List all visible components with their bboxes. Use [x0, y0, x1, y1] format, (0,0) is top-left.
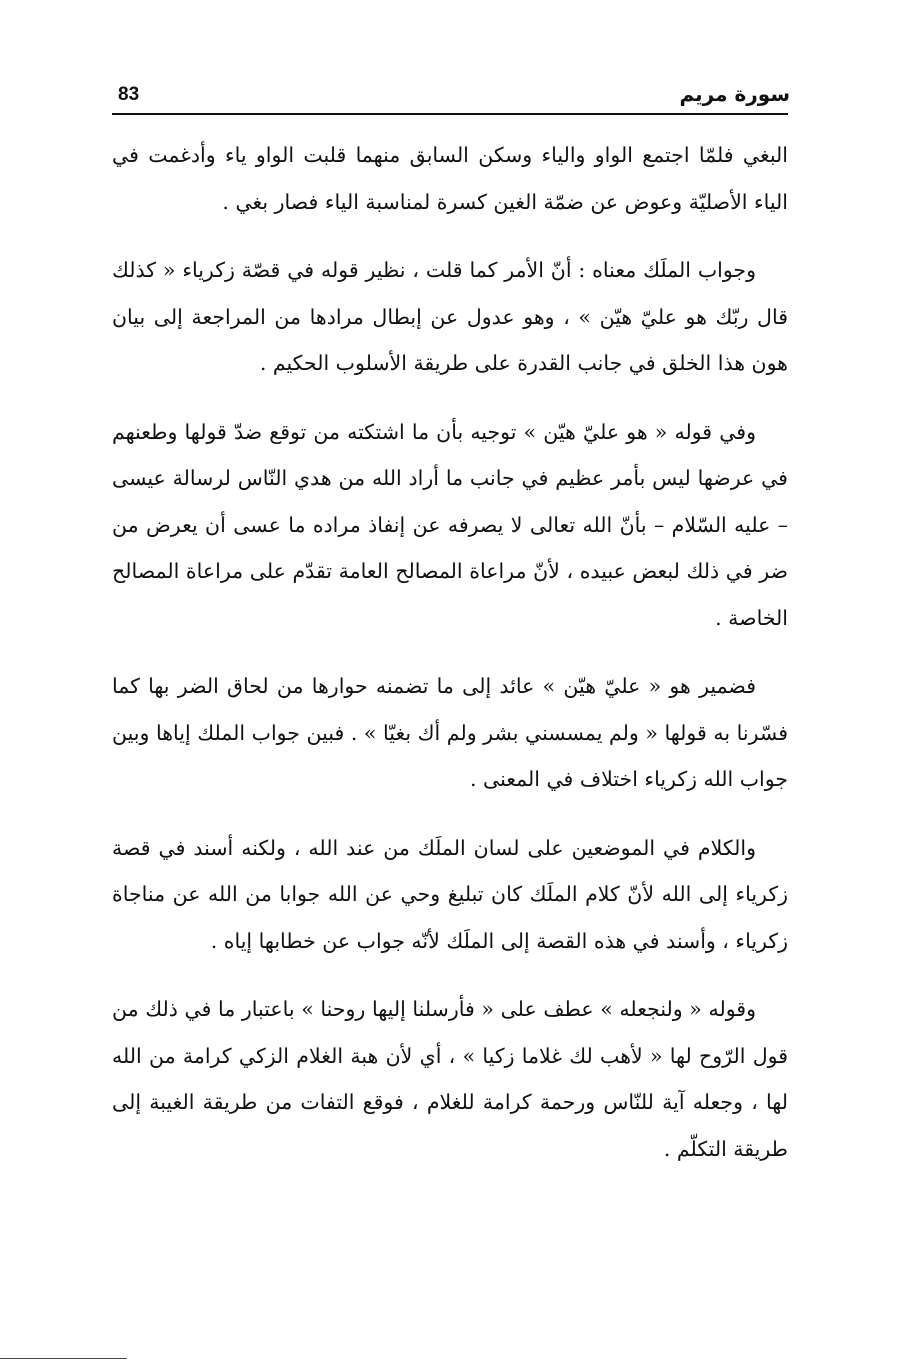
- page-header: [112, 78, 790, 114]
- paragraph: والكلام في الموضعين على لسان الملَك من عند الله ، ولكنه أسند في قصة زكرياء إلى الله لأنّ كلام الملَك كان تبليغ وحي عن الله جوابا من الله عن مناجاة زكرياء ، وأسند في هذه القصة إلى الملَك لأنّه جواب عن خطابها إياه .: [112, 835, 788, 953]
- header-rule: [112, 113, 788, 115]
- body-text: [112, 132, 788, 1194]
- footer-rule: [0, 1358, 127, 1359]
- page-number: 83: [118, 84, 140, 105]
- paragraph: فضمير هو « عليّ هيّن » عائد إلى ما تضمنه حوارها من لحاق الضر بها كما فسّرنا به قولها « ولم يمسسني بشر ولم أك بغيّا » . فبين جواب الملك إياها وبين جواب الله زكرياء اختلاف في المعنى .: [112, 674, 788, 791]
- paragraph: البغي فلمّا اجتمع الواو والياء وسكن السابق منهما قلبت الواو ياء وأدغمت في الياء الأصليّة وعوض عن ضمّة الغين كسرة لمناسبة الياء فصار بغي .: [112, 143, 788, 214]
- paragraph: وفي قوله « هو عليّ هيّن » توجيه بأن ما اشتكته من توقع ضدّ قولها وطعنهم في عرضها ليس بأمر عظيم في جانب ما أراد الله من هدي النّاس لرسالة عيسى – عليه السّلام – بأنّ الله تعالى لا يصرفه عن إنفاذ مراده ما عسى أن يعرض من ضر في ذلك لبعض عبيده ، لأنّ مراعاة المصالح العامة تقدّم على مراعاة المصالح الخاصة .: [112, 419, 788, 630]
- running-title: سورة مريم: [679, 82, 790, 106]
- paragraph: وجواب الملَك معناه : أنّ الأمر كما قلت ، نظير قوله في قصّة زكرياء « كذلك قال ربّك هو عليّ هيّن » ، وهو عدول عن إبطال مرادها من المراجعة إلى بيان هون هذا الخلق في جانب القدرة على طريقة الأسلوب الحكيم .: [112, 258, 788, 375]
- paragraph: وقوله « ولنجعله » عطف على « فأرسلنا إليها روحنا » باعتبار ما في ذلك من قول الرّوح لها « لأهب لك غلاما زكيا » ، أي لأن هبة الغلام الزكي كرامة من الله لها ، وجعله آية للنّاس ورحمة كرامة للغلام ، فوقع التفات من طريقة الغيبة إلى طريقة التكلّم .: [112, 997, 788, 1161]
